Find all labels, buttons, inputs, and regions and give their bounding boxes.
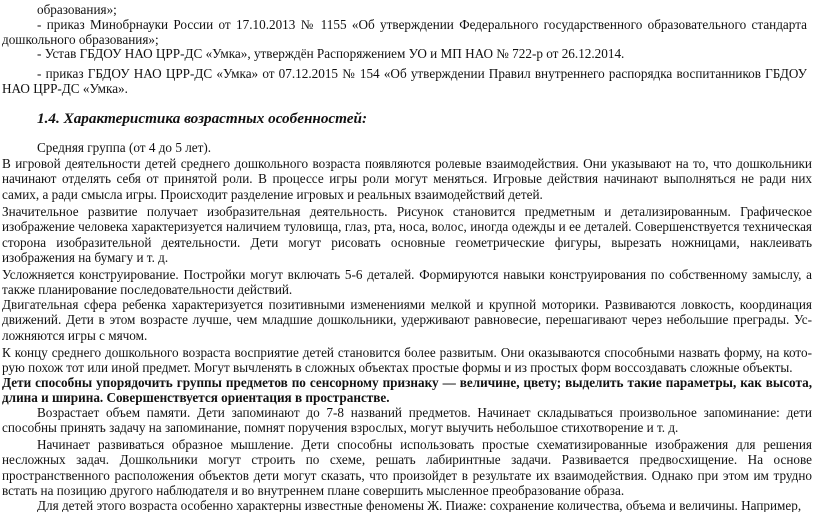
paragraph-perception: К концу среднего дошкольного возраста восприятие детей становится более развитым. Они оказываются способными назвать форму, на кото-рую похож тот или иной предмет. Могут вычленять в сложных объектах простые формы и из простых форм воссоздавать сложные объекты. xyxy=(2,345,812,376)
paragraph-sensory-ordering: Дети способны упорядочить группы предметов по сенсорному признаку — величине, цвету; выделить такие параметры, как высота, длина и ширина. Совершенствуется ориентация в пространстве. xyxy=(2,375,812,406)
paragraph-piaget: Для детей этого возраста особенно характерны известные феномены Ж. Пиаже: сохранение количества, объема и величины. Например, xyxy=(37,498,802,512)
paragraph-visual-activity: Значительное развитие получает изобразительная деятельность. Рисунок становится предметным и детализированным. Графическое изображение человека характеризуется наличием туловища, глаз, рта, носа, волос, иногда одежды и ее деталей. Совершенствуется техническая сторона изобразительной деятельности. Дети могут рисовать основные геометрические фигуры, вырезать ножницами, наклеивать изображения на бумагу и т. д. xyxy=(2,204,812,265)
list-item-charter: - Устав ГБДОУ НАО ЦРР-ДС «Умка», утверждён Распоряжением УО и МП НАО № 722-р от 26.12.2014. xyxy=(37,46,625,61)
group-title: Средняя группа (от 4 до 5 лет). xyxy=(37,140,212,155)
paragraph-thinking: Начинает развиваться образное мышление. Дети способны использовать простые схематизированные изображения для решения несложных задач. Дошкольники могут строить по схеме, решать лабиринтные задачи. Развивается предвосхищение. На основе пространственного расположения объектов дети могут сказать, что произойдет в результате их взаимодействия. Однако при этом им трудно встать на позицию другого наблюдателя и во внутреннем плане совершить мысленное преобразование образа. xyxy=(2,437,812,498)
list-item-internal-rules-order: - приказ ГБДОУ НАО ЦРР-ДС «Умка» от 07.12.2015 № 154 «Об утверждении Правил внутреннего распорядка воспитанников ГБДОУ НАО ЦРР-ДС «Умка». xyxy=(2,66,807,97)
paragraph-play-activity: В игровой деятельности детей среднего дошкольного возраста появляются ролевые взаимодействия. Они указывают на то, что дошкольники начинают отделять себя от принятой роли. В процессе игры роли могут меняться. Игровые действия начинают выполняться не ради них самих, а ради смысла игры. Происходит разделение игровых и реальных взаимодействий детей. xyxy=(2,156,812,202)
section-heading: 1.4. Характеристика возрастных особенностей: xyxy=(37,110,368,127)
paragraph-construction: Усложняется конструирование. Постройки могут включать 5-6 деталей. Формируются навыки конструирования по собственному замыслу, а также планирование последовательности действий. xyxy=(2,267,812,298)
list-item-fgos-order: - приказ Минобрнауки России от 17.10.2013 № 1155 «Об утверждении Федерального государственного образовательного стандарта дошкольного образования»; xyxy=(2,17,807,48)
paragraph-memory: Возрастает объем памяти. Дети запоминают до 7-8 названий предметов. Начинает складываться произвольное запоминание: дети способны принять задачу на запоминание, помнят поручения взрослых, могут выучить небольшое стихотворение и т. д. xyxy=(2,405,812,436)
paragraph-motor-sphere: Двигательная сфера ребенка характеризуется позитивными изменениями мелкой и крупной моторики. Развиваются ловкость, координация движений. Дети в этом возрасте лучше, чем младшие дошкольники, удерживают равновесие, перешагивают через небольшие преграды. Ус-ложняются игры с мячом. xyxy=(2,297,812,343)
list-item-continuation: образования»; xyxy=(37,2,117,17)
